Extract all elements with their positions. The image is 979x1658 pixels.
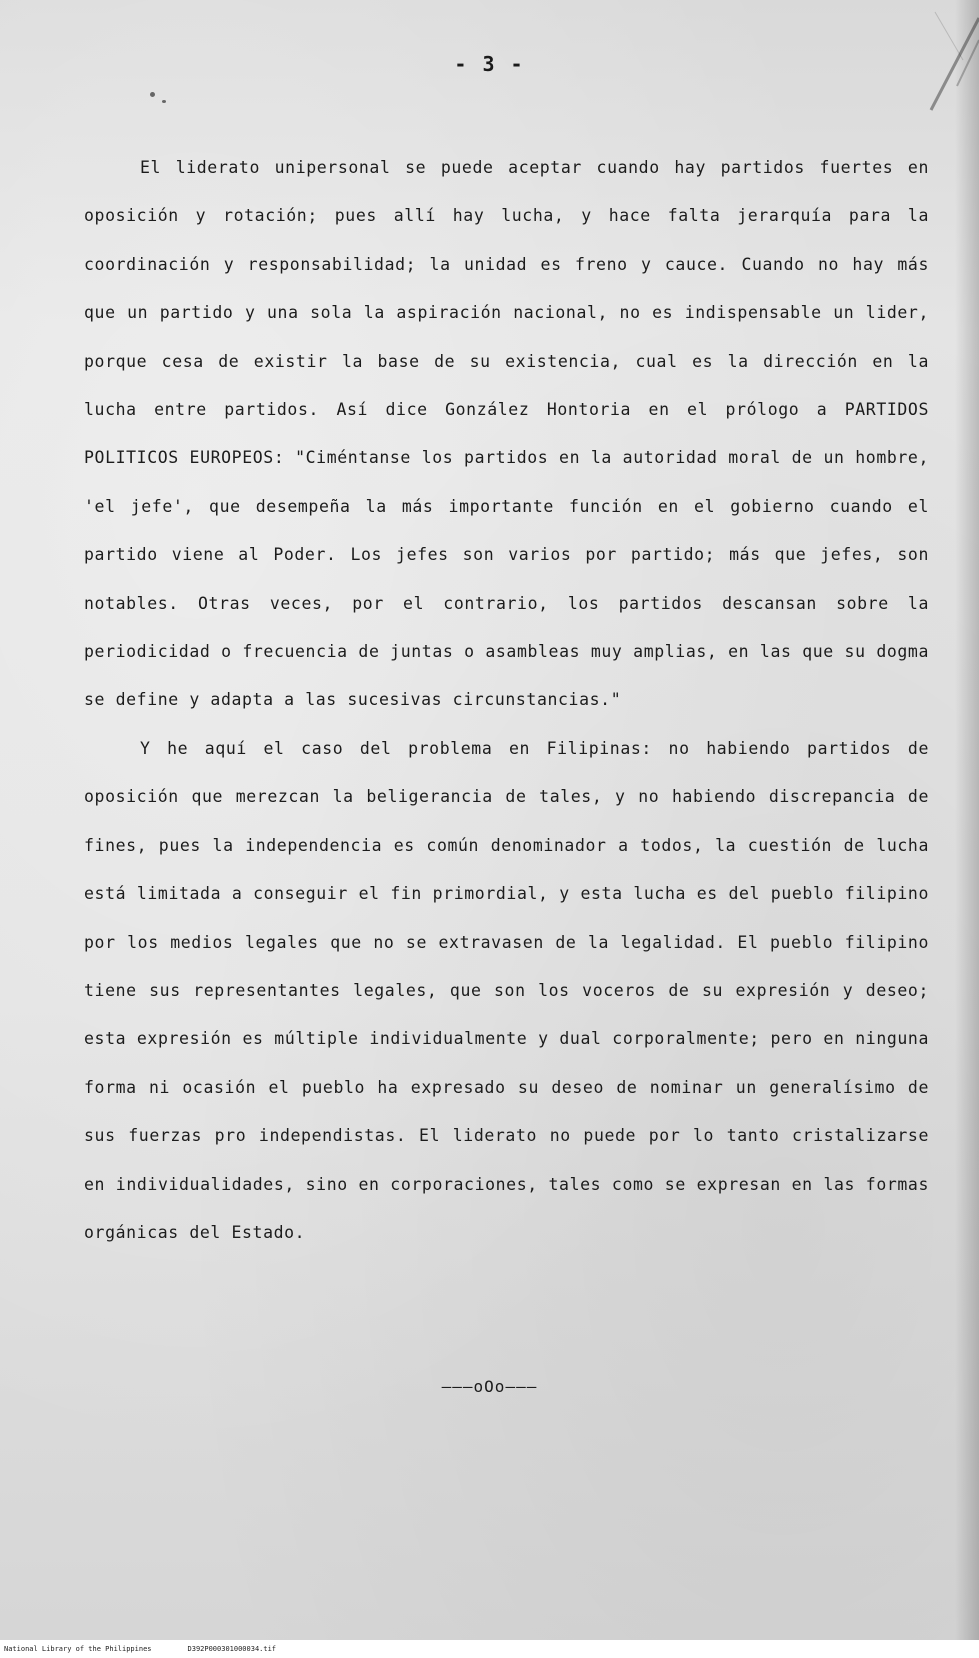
scan-footer: [0, 1640, 979, 1658]
footer-file: D392P000301000034.tif: [187, 1645, 277, 1653]
document-body: [84, 144, 929, 1257]
ink-speck: [162, 100, 166, 103]
footer-source: National Library of the Philippines: [4, 1645, 152, 1653]
corner-scratch-mark: [839, 0, 979, 160]
page-number: - 3 -: [454, 52, 525, 76]
paragraph-1: El liderato unipersonal se puede aceptar cuando hay partidos fuertes en oposición y rotación; pues allí hay lucha, y hace falta jerarquía para la coordinación y responsabilidad; la unidad es freno y cauce. Cuando no hay más que un partido y una sola la aspiración nacional, no es indispensable un lider, porque cesa de existir la base de su existencia, cual es la dirección en la lucha entre partidos. Así dice González Hontoria en el prólogo a PARTIDOS POLITICOS EUROPEOS: "Ciméntanse los partidos en la autoridad moral de un hombre, 'el jefe', que desempeña la más importante función en el gobierno cuando el partido viene al Poder. Los jefes son varios por partido; más que jefes, son notables. Otras veces, por el contrario, los partidos descansan sobre la periodicidad o frecuencia de juntas o asambleas muy amplias, en las que su dogma se define y adapta a las sucesivas circunstancias.": [84, 158, 929, 710]
paragraph-2: Y he aquí el caso del problema en Filipinas: no habiendo partidos de oposición que merezcan la beligerancia de tales, y no habiendo discrepancia de fines, pues la independencia es común denominador a todos, la cuestión de lucha está limitada a conseguir el fin primordial, y esta lucha es del pueblo filipino por los medios legales que no se extravasen de la legalidad. El pueblo filipino tiene sus representantes legales, que son los voceros de su expresión y deseo; esta expresión es múltiple individualmente y dual corporalmente; pero en ninguna forma ni ocasión el pueblo ha expresado su deseo de nominar un generalísimo de sus fuerzas pro independistas. El liderato no puede por lo tanto cristalizarse en individualidades, sino en corporaciones, tales como se expresan en las formas orgánicas del Estado.: [84, 738, 929, 1242]
end-ornament: ———oOo———: [441, 1377, 538, 1396]
ink-speck: [150, 92, 155, 97]
